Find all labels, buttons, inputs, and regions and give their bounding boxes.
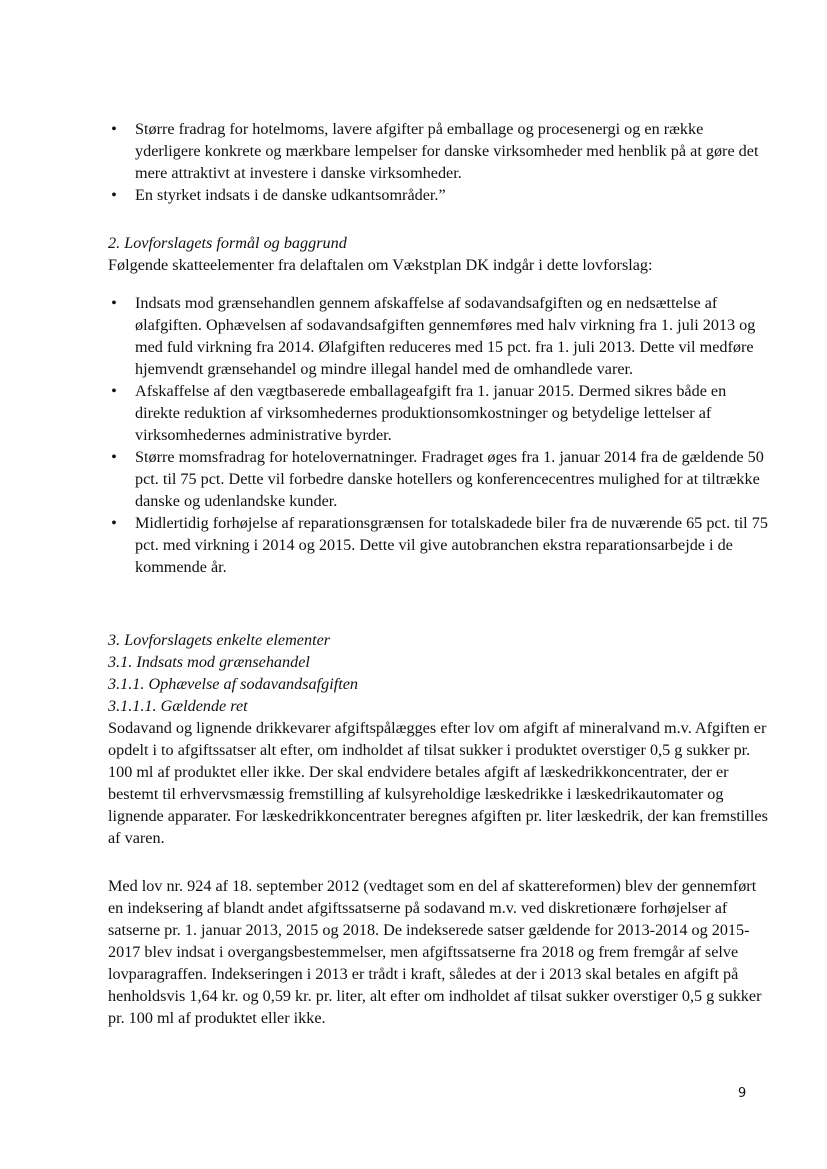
bullet-icon: • (111, 120, 117, 138)
list-item (108, 446, 768, 512)
bullet-icon: • (111, 514, 117, 532)
list-item (108, 118, 768, 184)
bullet-text: En styrket indsats i de danske udkantsområder.” (135, 186, 446, 204)
bullet-text: Indsats mod grænsehandlen gennem afskaffelse af sodavandsafgiften og en nedsættelse af ølafgiften. Ophævelsen af sodavandsafgiften gennemføres med halv virkning fra 1. juli 2013 og med fuld virkning fra 2014. Ølafgiften reduceres med 15 pct. fra 1. juli 2013. Dette vil medføre hjemvendt grænsehandel og mindre illegal handel med de omhandlede varer. (135, 294, 756, 378)
section-3-1-1-1-heading: 3.1.1.1. Gældende ret (108, 697, 248, 715)
intro-bullet-list (108, 118, 768, 206)
list-item (108, 512, 768, 578)
body-paragraph-1: Sodavand og lignende drikkevarer afgiftspålægges efter lov om afgift af mineralvand m.v. Afgiften er opdelt i to afgiftssatser alt efter, om indholdet af tilsat sukker i produktet overstiger 0,5 g sukker pr. 100 ml af produktet eller ikke. Der skal endvidere betales afgift af læskedrikkoncentrater, der er bestemt til erhvervsmæssig fremstilling af kulsyreholdige læskedrikke i læskedrikautomater og lignende apparater. For læskedrikkoncentrater beregnes afgiften pr. liter læskedrik, der kan fremstilles af varen. (108, 719, 768, 847)
section-2-intro: Følgende skatteelementer fra delaftalen om Vækstplan DK indgår i dette lovforslag: (108, 256, 653, 274)
section-2-heading: 2. Lovforslagets formål og baggrund (108, 234, 347, 252)
section-2-bullet-list (108, 292, 768, 578)
bullet-text: Større fradrag for hotelmoms, lavere afgifter på emballage og procesenergi og en række yderligere konkrete og mærkbare lempelser for danske virksomheder med henblik på at gøre det mere attraktivt at investere i danske virksomheder. (135, 120, 759, 182)
bullet-text: Midlertidig forhøjelse af reparationsgrænsen for totalskadede biler fra de nuværende 65 pct. til 75 pct. med virkning i 2014 og 2015. Dette vil give autobranchen ekstra reparationsarbejde i de kommende år. (135, 514, 768, 576)
bullet-text: Større momsfradrag for hotelovernatninger. Fradraget øges fra 1. januar 2014 fra de gældende 50 pct. til 75 pct. Dette vil forbedre danske hotellers og konferencecentres mulighed for at tiltrække danske og udenlandske kunder. (135, 448, 764, 510)
page-number: 9 (738, 1086, 747, 1101)
bullet-text: Afskaffelse af den vægtbaserede emballageafgift fra 1. januar 2015. Dermed sikres både en direkte reduktion af virksomhedernes produktionsomkostninger og betydelige lettelser af virksomhedernes administrative byrder. (135, 382, 727, 444)
list-item (108, 380, 768, 446)
section-3-1-heading: 3.1. Indsats mod grænsehandel (108, 653, 310, 671)
section-3-1-1-heading: 3.1.1. Ophævelse af sodavandsafgiften (108, 675, 358, 693)
bullet-icon: • (111, 294, 117, 312)
bullet-icon: • (111, 382, 117, 400)
body-paragraph-2: Med lov nr. 924 af 18. september 2012 (vedtaget som en del af skattereformen) blev der gennemført en indeksering af blandt andet afgiftssatserne på sodavand m.v. ved diskretionære forhøjelser af satserne pr. 1. januar 2013, 2015 og 2018. De indekserede satser gældende for 2013-2014 og 2015-2017 blev indsat i overgangsbestemmelser, men afgiftssatserne fra 2018 og frem fremgår af selve lovparagraffen. Indekseringen i 2013 er trådt i kraft, således at der i 2013 skal betales en afgift på henholdsvis 1,64 kr. og 0,59 kr. pr. liter, alt efter om indholdet af tilsat sukker overstiger 0,5 g sukker pr. 100 ml af produktet eller ikke. (108, 877, 762, 1027)
section-3-heading: 3. Lovforslagets enkelte elementer (108, 631, 331, 649)
list-item (108, 184, 768, 206)
bullet-icon: • (111, 448, 117, 466)
bullet-icon: • (111, 186, 117, 204)
list-item (108, 292, 768, 380)
